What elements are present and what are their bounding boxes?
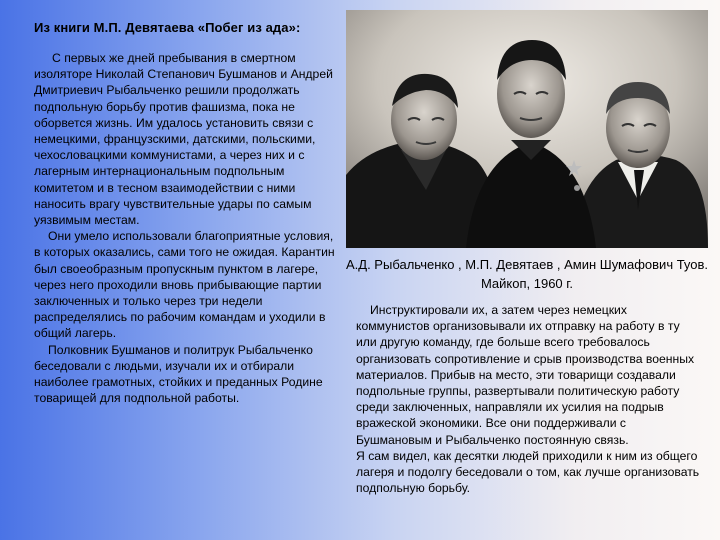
left-paragraph-2: Они умело использовали благоприятные условия, в которых оказались, сами того не ожидая. Карантин был своеобразным пропускным пунктом в лагере, через него проходили вновь прибывающие партии заключенных и только через три недели распределялись по рабочим командам и уходили в общий лагерь.: [34, 229, 335, 341]
left-paragraph-3: Полковник Бушманов и политрук Рыбальченко беседовали с людьми, изучали их и отбирали наиболее грамотных, стойких и преданных Родине товарищей для подпольной работы.: [34, 342, 323, 406]
portrait-photo: [346, 10, 708, 248]
slide-heading: Из книги М.П. Девятаева «Побег из ада»:: [34, 20, 301, 35]
right-text-column: [356, 302, 702, 496]
right-paragraph-1: Инструктировали их, а затем через немецких коммунистов организовывали их отправку на работу в ту или другую команду, где больше всего требовалось организовать сопротивление и срыв производства военных материалов. Прибыв на место, эти товарищи создавали подпольные группы, развертывали политическую работу среди заключенных, направляли их усилия на подрыв вражеской экономики. Все они поддерживали с Бушмановым и Рыбальченко постоянную связь.: [356, 303, 695, 447]
left-text-column: [34, 50, 340, 406]
photo-illustration: [346, 10, 708, 248]
left-paragraph-1: С первых же дней пребывания в смертном изоляторе Николай Степанович Бушманов и Андрей Дмитриевич Рыбальченко решили продолжать подпольную борьбу против фашизма, пока не оборвется жизнь. Им удалось установить связи с немецкими, французскими, датскими, польскими, чехословацкими коммунистами, а через них и с лагерным интернациональным подпольным комитетом и в тесном взаимодействии с ними наносить врагу чувствительные удары по самым уязвимым местам.: [34, 51, 333, 228]
right-paragraph-2: Я сам видел, как десятки людей приходили к ним из общего лагеря и подолгу беседовали о том, как лучше организовать подпольную борьбу.: [356, 448, 700, 496]
photo-caption: А.Д. Рыбальченко , М.П. Девятаев , Амин Шумафович Туов. Майкоп, 1960 г.: [346, 257, 709, 291]
